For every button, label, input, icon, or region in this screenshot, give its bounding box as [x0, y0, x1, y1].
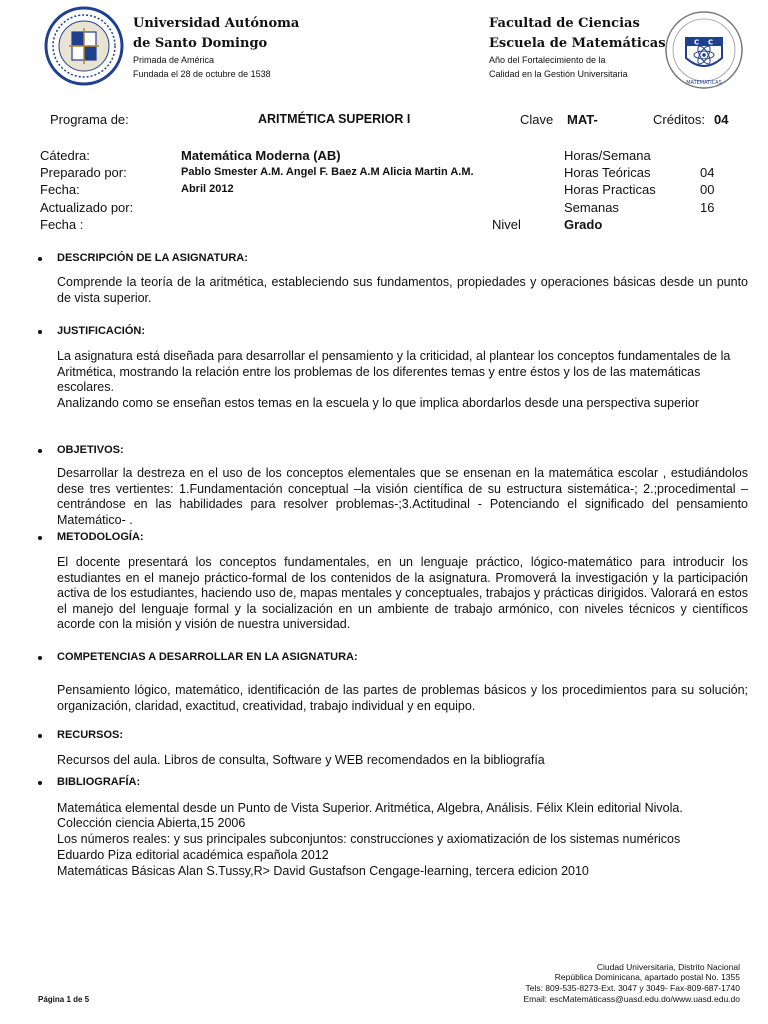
objetivos-text: Desarrollar la destreza en el uso de los conceptos elementales que se ensenan en la matemática escolar , estudiándolos dese tres vertientes: 1.Fundamentación conceptual –la visión científica de su estructura sistemática-; 2.;procedimental –centrándose en las habilidades para resolver problemas-;3.Actitudinal - Potenciando el significado del pensamiento Matemático- . [57, 466, 748, 527]
clave-value: MAT- [567, 112, 598, 127]
fecha-value: Abril 2012 [181, 183, 234, 195]
footer-phones: Tels: 809-535-8273-Ext. 3047 y 3049- Fax-809-687-1740 [525, 983, 740, 993]
objetivos-title: OBJETIVOS: [57, 444, 124, 456]
svg-text:C: C [694, 38, 700, 47]
course-title: ARITMÉTICA SUPERIOR I [258, 112, 411, 126]
clave-label: Clave [520, 112, 554, 127]
creditos-value: 04 [714, 112, 729, 127]
footer-email: Email: escMatemáticass@uasd.edu.do/www.uasd.edu.do [523, 994, 740, 1004]
logo-text: MATEMATICAS [686, 80, 722, 86]
semanas-value: 16 [700, 200, 715, 215]
university-subtitle2: Fundada el 28 de octubre de 1538 [133, 69, 271, 79]
math-school-logo [664, 8, 744, 92]
faculty-name: Facultad de Ciencias [489, 16, 640, 31]
school-name: Escuela de Matemáticas [489, 36, 666, 51]
justificacion-title: JUSTIFICACIÓN: [57, 325, 145, 337]
footer-address-2: República Dominicana, apartado postal No. 1355 [554, 972, 740, 982]
horas-teoricas-label: Horas Teóricas [564, 165, 651, 180]
svg-text:C: C [708, 38, 714, 47]
recursos-text: Recursos del aula. Libros de consulta, Software y WEB recomendados en la bibliografía [57, 753, 545, 767]
bibliografia-item: Matemáticas Básicas Alan S.Tussy,R> David Gustafson Cengage-learning, tercera edicion 2010 [57, 864, 589, 878]
nivel-value: Grado [564, 217, 603, 232]
horas-practicas-label: Horas Practicas [564, 182, 656, 197]
horas-teoricas-value: 04 [700, 165, 715, 180]
footer-address-1: Ciudad Universitaria, Distrito Nacional [596, 962, 740, 972]
university-name-line1: Universidad Autónoma [133, 16, 300, 31]
catedra-value: Matemática Moderna (AB) [181, 148, 341, 163]
bullet-icon [38, 449, 42, 453]
competencias-title: COMPETENCIAS A DESARROLLAR EN LA ASIGNATURA: [57, 651, 358, 663]
descripcion-title: DESCRIPCIÓN DE LA ASIGNATURA: [57, 252, 248, 264]
bibliografia-title: BIBLIOGRAFÍA: [57, 776, 141, 788]
bibliografia-item: Los números reales: y sus principales subconjuntos: construcciones y axiomatización de los sistemas numéricos [57, 832, 681, 846]
bullet-icon [38, 536, 42, 540]
recursos-title: RECURSOS: [57, 729, 124, 741]
fecha-label: Fecha: [40, 182, 80, 197]
nivel-label: Nivel [492, 217, 521, 232]
preparado-value: Pablo Smester A.M. Angel F. Baez A.M Alicia Martin A.M. [181, 166, 474, 178]
creditos-label: Créditos: [653, 112, 706, 127]
bullet-icon [38, 656, 42, 660]
bibliografia-item: Matemática elemental desde un Punto de Vista Superior. Aritmética, Algebra, Análisis. Félix Klein editorial Nivola. [57, 801, 683, 815]
horas-practicas-value: 00 [700, 182, 715, 197]
preparado-label: Preparado por: [40, 165, 127, 180]
bullet-icon [38, 734, 42, 738]
bibliografia-item: Colección ciencia Abierta,15 2006 [57, 816, 246, 830]
justificacion-text1: La asignatura está diseñada para desarrollar el pensamiento y la criticidad, al plantear los conceptos fundamentales de la Aritmética, mostrando la relación entre los problemas de los diferentes temas y entre éstos y los de las matemáticas escolares. [57, 349, 731, 394]
page-number: Página 1 de 5 [38, 995, 90, 1004]
catedra-label: Cátedra: [40, 148, 90, 163]
year-motto-line2: Calidad en la Gestión Universitaria [489, 69, 628, 79]
competencias-text: Pensamiento lógico, matemático, identificación de las partes de problemas básicos y los procedimientos para su solución; organización, claridad, exactitud, creatividad, trabajo individual y en equipo. [57, 683, 748, 713]
bibliografia-item: Eduardo Piza editorial académica española 2012 [57, 848, 329, 862]
year-motto-line1: Año del Fortalecimiento de la [489, 55, 606, 65]
program-label: Programa de: [50, 112, 129, 127]
semanas-label: Semanas [564, 200, 619, 215]
metodologia-title: METODOLOGÍA: [57, 531, 144, 543]
horas-semana-label: Horas/Semana [564, 148, 651, 163]
actualizado-label: Actualizado por: [40, 200, 134, 215]
descripcion-text: Comprende la teoría de la aritmética, estableciendo sus fundamentos, propiedades y operaciones básicas desde un punto de vista superior. [57, 275, 748, 305]
bullet-icon [38, 257, 42, 261]
fecha2-label: Fecha : [40, 217, 84, 232]
bullet-icon [38, 330, 42, 334]
university-seal-logo [44, 6, 124, 86]
metodologia-text: El docente presentará los conceptos fundamentales, en un lenguaje práctico, lógico-matemático para introducir los estudiantes en el manejo práctico-formal de los contenidos de la asignatura. Promoverá la investigación y la participación activa de los estudiantes, haciendo uso de, mapas mentales y conceptuales, trabajos y prácticas dirigidos. Valorará en estos el manejo del lenguaje formal y la socialización en un ambiente de trabajo armónico, con niveles técnicos y científicos acorde con la misión y visión de nuestra universidad. [57, 555, 748, 631]
university-subtitle1: Primada de América [133, 55, 215, 65]
justificacion-text2: Analizando como se enseñan estos temas en la escuela y lo que implica abordarlos desde una perspectiva superior [57, 396, 700, 410]
university-name-line2: de Santo Domingo [133, 36, 268, 51]
bullet-icon [38, 781, 42, 785]
